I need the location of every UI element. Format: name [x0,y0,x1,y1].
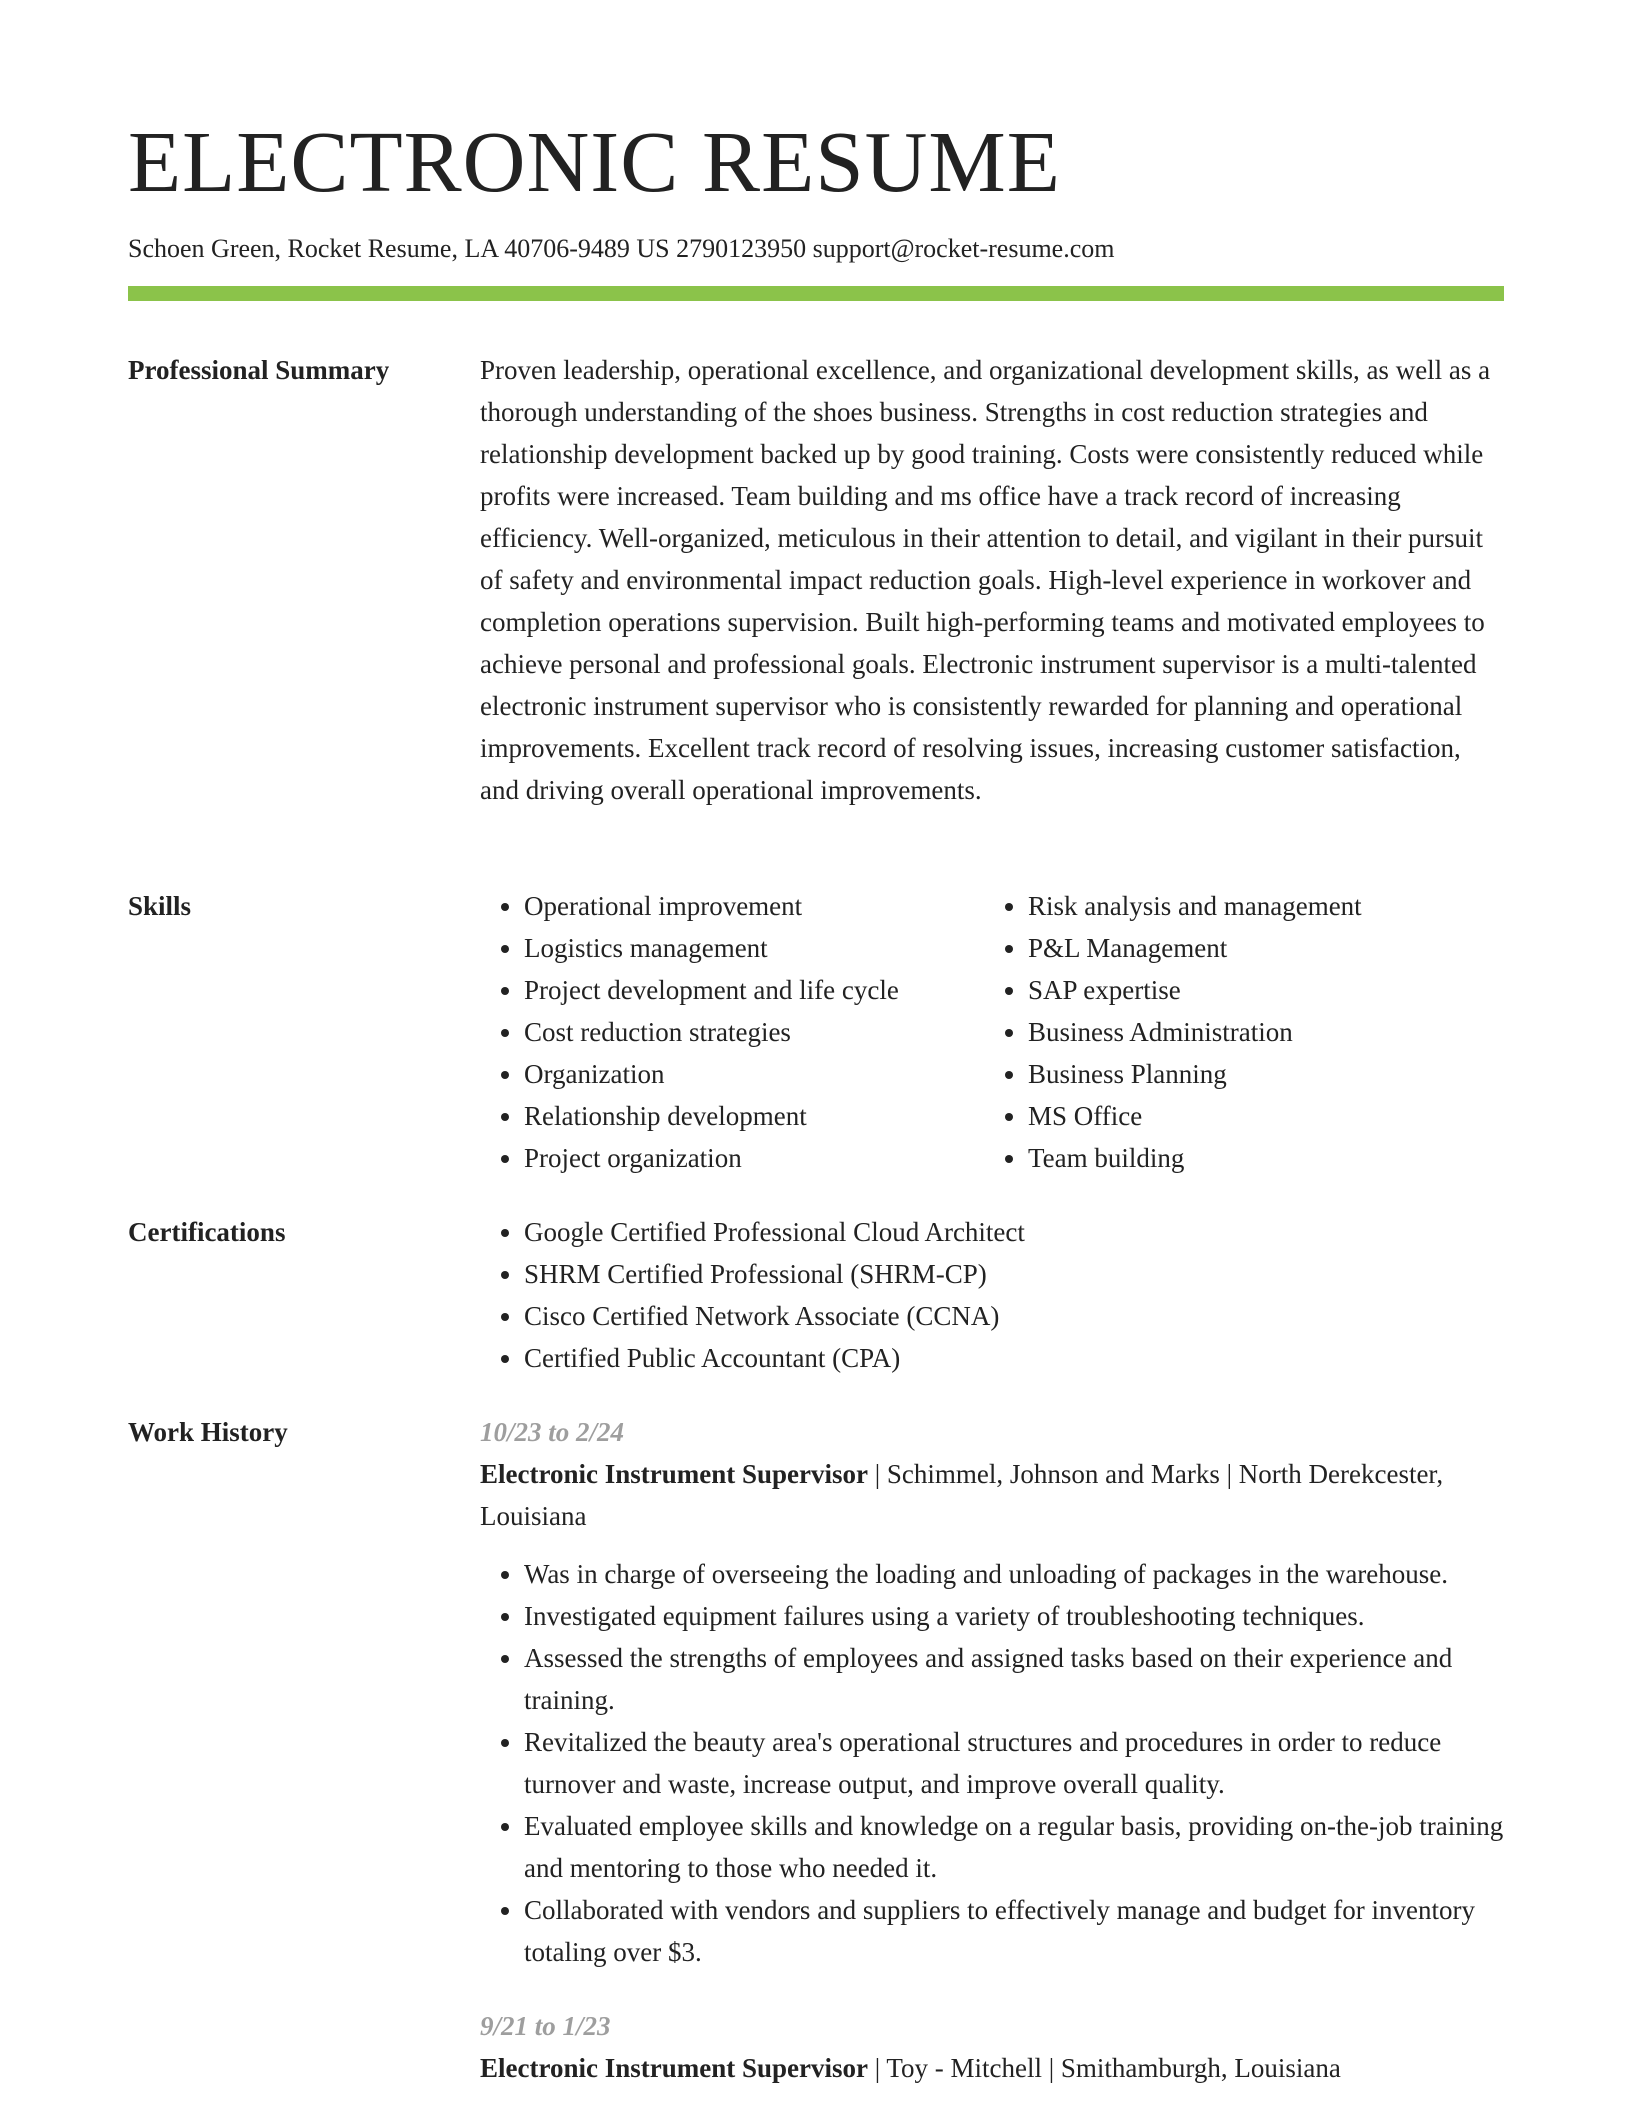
job-role: Electronic Instrument Supervisor [480,2053,868,2083]
certification-item: • Google Certified Professional Cloud Architect [524,1211,1504,1253]
job-bullet: • Investigated equipment failures using a variety of troubleshooting techniques. [524,1595,1504,1637]
certifications-list [480,1211,1504,1379]
contact-line: Schoen Green, Rocket Resume, LA 40706-9489 US 2790123950 support@rocket-resume.com [128,234,1115,263]
skill-item: • MS Office [1028,1095,1488,1137]
job-heading [480,1453,1504,1537]
skills-list-left [480,885,984,1179]
skill-item: • Organization [524,1053,984,1095]
work-history-body [480,1411,1504,2089]
certification-item: • Certified Public Accountant (CPA) [524,1337,1504,1379]
skill-item: • P&L Management [1028,927,1488,969]
job-bullet: • Revitalized the beauty area's operational structures and procedures in order to reduce turnover and waste, increase output, and improve overall quality. [524,1721,1504,1805]
job-bullet: • Collaborated with vendors and suppliers to effectively manage and budget for inventory totaling over $3. [524,1889,1504,1973]
section-label-certifications: Certifications [128,1217,286,1247]
skill-item: • Business Administration [1028,1011,1488,1053]
skill-item: • Logistics management [524,927,984,969]
skill-item: • SAP expertise [1028,969,1488,1011]
skill-item: • Risk analysis and management [1028,885,1488,927]
skills-list-right [984,885,1488,1179]
skill-item: • Team building [1028,1137,1488,1179]
section-label-summary: Professional Summary [128,355,390,385]
section-label-work-history: Work History [128,1417,288,1447]
job-bullet: • Evaluated employee skills and knowledge on a regular basis, providing on-the-job training and mentoring to those who needed it. [524,1805,1504,1889]
job-details: | Toy - Mitchell | Smithamburgh, Louisiana [867,2053,1341,2083]
summary-text: Proven leadership, operational excellence, and organizational development skills, as well as a thorough understanding of the shoes business. Strengths in cost reduction strategies and relationship development backed up by good training. Costs were consistently reduced while profits were increased. Team building and ms office have a track record of increasing efficiency. Well-organized, meticulous in their attention to detail, and vigilant in their pursuit of safety and environmental impact reduction goals. High-level experience in workover and completion operations supervision. Built high-performing teams and motivated employees to achieve personal and professional goals. Electronic instrument supervisor is a multi-talented electronic instrument supervisor who is consistently rewarded for planning and operational improvements. Excellent track record of resolving issues, increasing customer satisfaction, and driving overall operational improvements. [480,355,1491,805]
section-label-skills: Skills [128,891,192,921]
job-bullets [480,1553,1504,1973]
job-dates: 9/21 to 1/23 [480,2011,611,2041]
job-entry [480,2005,1504,2089]
skills-columns [480,885,1504,1179]
skill-item: • Relationship development [524,1095,984,1137]
skill-item: • Project development and life cycle [524,969,984,1011]
job-bullet: • Assessed the strengths of employees and assigned tasks based on their experience and training. [524,1637,1504,1721]
skill-item: • Business Planning [1028,1053,1488,1095]
skill-item: • Operational improvement [524,885,984,927]
job-bullet: • Was in charge of overseeing the loading and unloading of packages in the warehouse. [524,1553,1504,1595]
job-heading [480,2047,1504,2089]
job-details: | Schimmel, Johnson and Marks | North Derekcester, Louisiana [480,1459,1444,1531]
skill-item: • Cost reduction strategies [524,1011,984,1053]
job-dates: 10/23 to 2/24 [480,1417,625,1447]
job-entry [480,1411,1504,1973]
certifications-body [480,1211,1504,1379]
skill-item: • Project organization [524,1137,984,1179]
job-role: Electronic Instrument Supervisor [480,1459,868,1489]
header-divider [128,286,1504,301]
resume-title: ELECTRONIC RESUME [128,113,1061,210]
summary-body [480,349,1504,811]
certification-item: • SHRM Certified Professional (SHRM-CP) [524,1253,1504,1295]
certification-item: • Cisco Certified Network Associate (CCNA) [524,1295,1504,1337]
